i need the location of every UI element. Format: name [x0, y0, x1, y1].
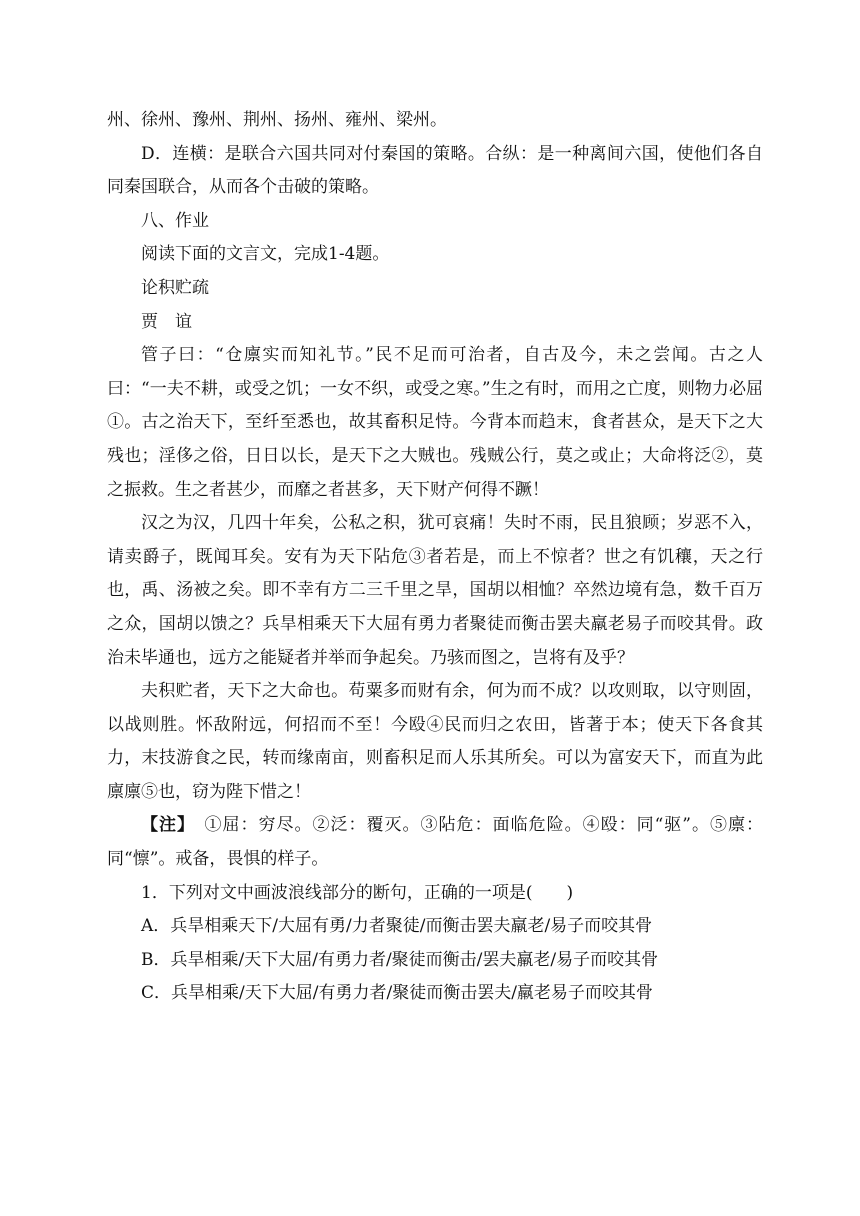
passage-title: 论积贮疏 [141, 277, 209, 298]
document-body [107, 104, 763, 1011]
question-1: 1．下列对文中画波浪线部分的断句，正确的一项是( ) [141, 882, 574, 903]
question-1-option-b: B．兵旱相乘/天下大屈/有勇力者/聚徒而衡击/罢夫羸老/易子而咬其骨 [141, 949, 659, 970]
passage-paragraph-3: 夫积贮者，天下之大命也。苟粟多而财有余，何为而不成？以攻则取，以守则固，以战则胜。怀敌附远，何招而不至！今殴④民而归之农田，皆著于本；使天下各食其力，末技游食之民，转而缘南亩，则畜积足而人乐其所矣。可以为富安天下，而直为此廪廪⑤也，窃为陛下惜之！ [107, 681, 763, 802]
question-1-option-a: A．兵旱相乘天下/大屈有勇/力者聚徒/而衡击罢夫羸老/易子而咬其骨 [141, 916, 653, 937]
paragraph-continuation: 州、徐州、豫州、荆州、扬州、雍州、梁州。 [107, 110, 447, 130]
passage-paragraph-2: 汉之为汉，几四十年矣，公私之积，犹可哀痛！失时不雨，民且狼顾；岁恶不入，请卖爵子，既闻耳矣。安有为天下阽危③者若是，而上不惊者？世之有饥穰，天之行也，禹、汤被之矣。即不幸有方二三千里之旱，国胡以相恤？卒然边境有急，数千百万之众，国胡以馈之？兵旱相乘天下大屈有勇力者聚徒而衡击罢夫羸老易子而咬其骨。政治未毕通也，远方之能疑者并举而争起矣。乃骇而图之，岂将有及乎？ [107, 513, 763, 668]
question-1-option-c: C．兵旱相乘/天下大屈/有勇力者/聚徒而衡击罢夫/羸老易子而咬其骨 [141, 983, 653, 1004]
option-d: D．连横：是联合六国共同对付秦国的策略。合纵：是一种离间六国，使他们各自同秦国联合，从而各个击破的策略。 [107, 143, 763, 198]
note-text: ①屈：穷尽。②泛：覆灭。③阽危：面临危险。④殴：同“驱”。⑤廪：同“懔”。戒备，畏惧的样子。 [107, 815, 763, 870]
section-heading-homework: 八、作业 [141, 210, 209, 231]
passage-author: 贾 谊 [141, 311, 192, 332]
annotation-note [107, 809, 763, 876]
note-label: 【注】 [141, 815, 187, 836]
instruction: 阅读下面的文言文，完成1-4题。 [141, 244, 390, 265]
passage-paragraph-1: 管子曰：“仓廪实而知礼节。”民不足而可治者，自古及今，未之尝闻。古之人曰：“一夫不耕，或受之饥；一女不织，或受之寒。”生之有时，而用之亡度，则物力必屈①。古之治天下，至纤至悉也，故其畜积足恃。今背本而趋末，食者甚众，是天下之大残也；淫侈之俗，日日以长，是天下之大贼也。残贼公行，莫之或止；大命将泛②，莫之振救。生之者甚少，而靡之者甚多，天下财产何得不蹶！ [107, 345, 763, 500]
